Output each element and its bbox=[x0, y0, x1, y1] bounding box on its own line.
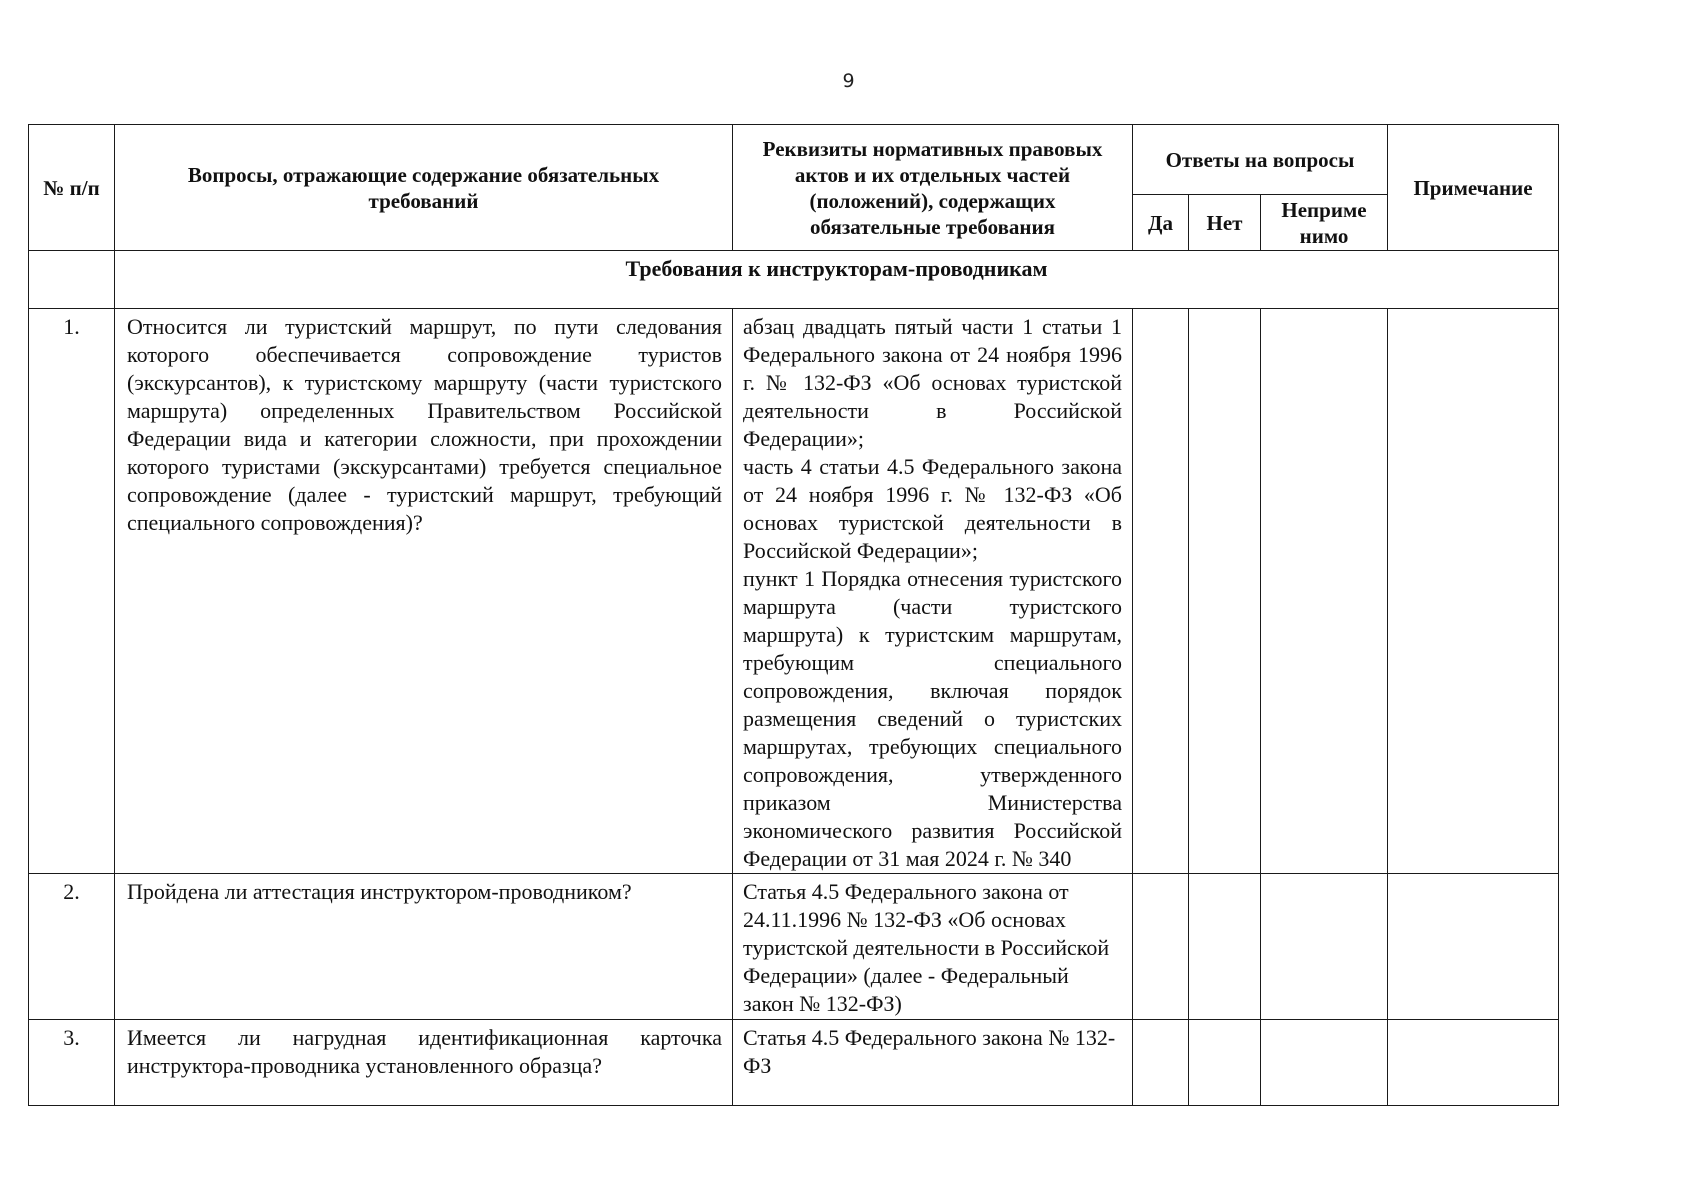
checklist-table bbox=[28, 124, 1559, 1106]
row-requisites bbox=[733, 309, 1133, 874]
table-row bbox=[29, 309, 1559, 874]
header-note: Примечание bbox=[1388, 125, 1559, 251]
row-number: 2. bbox=[29, 874, 115, 1020]
table-row bbox=[29, 874, 1559, 1020]
header-not-applicable: Неприме нимо bbox=[1261, 195, 1388, 251]
note-cell[interactable] bbox=[1388, 1020, 1559, 1106]
answer-no-cell[interactable] bbox=[1189, 309, 1261, 874]
requisite-item: часть 4 статьи 4.5 Федерального закона от 24 ноября 1996 г. № 132-ФЗ «Об основах туристской деятельности в Российской Федерации»; bbox=[743, 454, 1122, 563]
requisite-item: абзац двадцать пятый части 1 статьи 1 Федерального закона от 24 ноября 1996 г. № 132-ФЗ «Об основах туристской деятельности в Российской Федерации»; bbox=[743, 314, 1122, 451]
note-cell[interactable] bbox=[1388, 874, 1559, 1020]
row-number: 1. bbox=[29, 309, 115, 874]
table-row bbox=[29, 1020, 1559, 1106]
answer-yes-cell[interactable] bbox=[1133, 1020, 1189, 1106]
section-row bbox=[29, 251, 1559, 309]
header-number: № п/п bbox=[29, 125, 115, 251]
section-empty-cell bbox=[29, 251, 115, 309]
answer-no-cell[interactable] bbox=[1189, 1020, 1261, 1106]
header-requisites: Реквизиты нормативных правовых актов и их отдельных частей (положений), содержащих обязательные требования bbox=[733, 125, 1133, 251]
answer-yes-cell[interactable] bbox=[1133, 874, 1189, 1020]
answer-yes-cell[interactable] bbox=[1133, 309, 1189, 874]
row-question: Относится ли туристский маршрут, по пути следования которого обеспечивается сопровождение туристов (экскурсантов), к туристскому маршруту (части туристского маршрута) определенных Правительством Российской Федерации вида и категории сложности, при прохождении которого туристами (экскурсантами) требуется специальное сопровождение (далее - туристский маршрут, требующий специального сопровождения)? bbox=[115, 309, 733, 874]
row-number: 3. bbox=[29, 1020, 115, 1106]
header-question: Вопросы, отражающие содержание обязательных требований bbox=[115, 125, 733, 251]
answer-na-cell[interactable] bbox=[1261, 874, 1388, 1020]
note-cell[interactable] bbox=[1388, 309, 1559, 874]
requisite-item: пункт 1 Порядка отнесения туристского маршрута (части туристского маршрута) к туристским маршрутам, требующим специального сопровождения, включая порядок размещения сведений о туристских маршрутах, требующих специального сопровождения, утвержденного приказом Министерства экономического развития Российской Федерации от 31 мая 2024 г. № 340 bbox=[743, 566, 1122, 871]
answer-na-cell[interactable] bbox=[1261, 309, 1388, 874]
row-question: Имеется ли нагрудная идентификационная карточка инструктора-проводника установленного образца? bbox=[115, 1020, 733, 1106]
page-number: 9 bbox=[842, 70, 855, 92]
row-requisites bbox=[733, 874, 1133, 1020]
answer-na-cell[interactable] bbox=[1261, 1020, 1388, 1106]
header-yes: Да bbox=[1133, 195, 1189, 251]
header-no: Нет bbox=[1189, 195, 1261, 251]
requisite-item: Статья 4.5 Федерального закона от 24.11.1996 № 132-ФЗ «Об основах туристской деятельности в Российской Федерации» (далее - Федеральный закон № 132-ФЗ) bbox=[743, 879, 1110, 1016]
row-question: Пройдена ли аттестация инструктором-проводником? bbox=[115, 874, 733, 1020]
requisite-item: Статья 4.5 Федерального закона № 132-ФЗ bbox=[743, 1025, 1116, 1078]
section-title: Требования к инструкторам-проводникам bbox=[115, 251, 1559, 309]
row-requisites bbox=[733, 1020, 1133, 1106]
header-answers: Ответы на вопросы bbox=[1133, 125, 1388, 195]
answer-no-cell[interactable] bbox=[1189, 874, 1261, 1020]
